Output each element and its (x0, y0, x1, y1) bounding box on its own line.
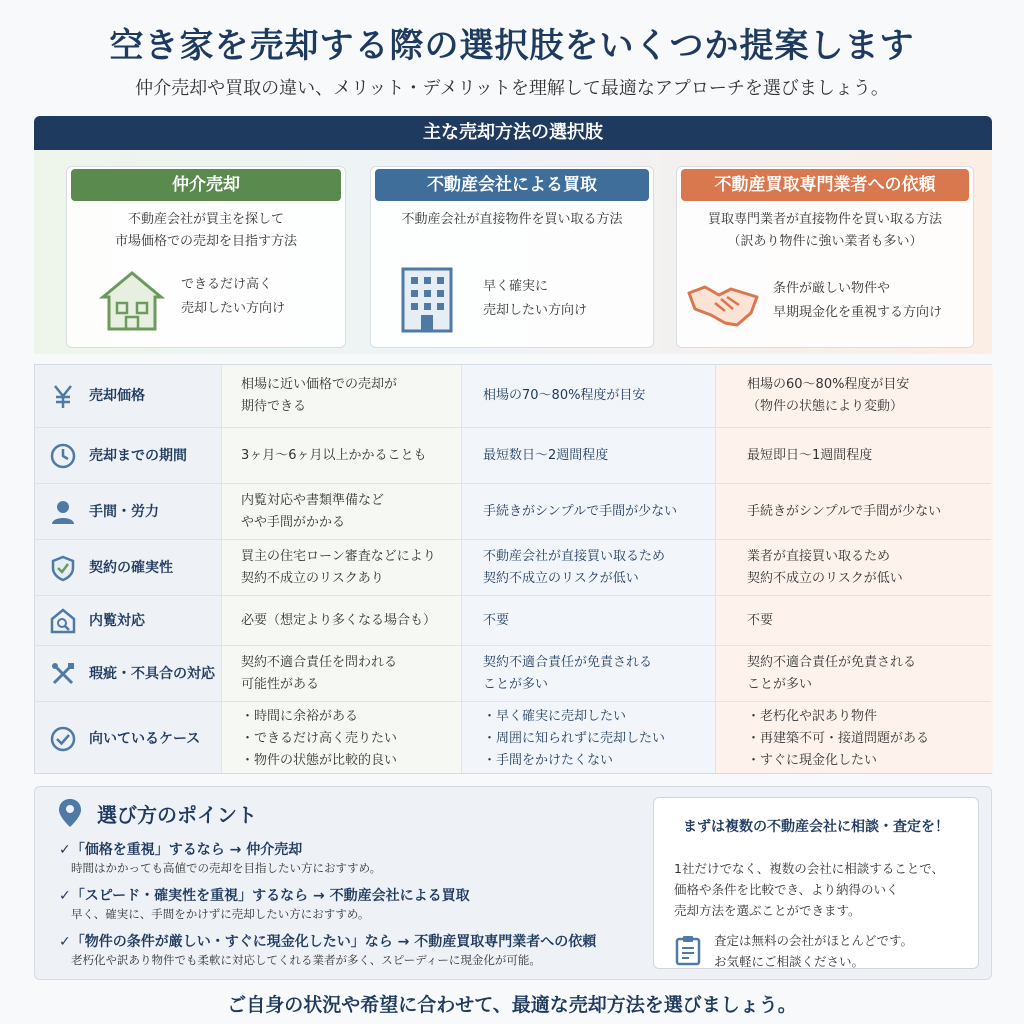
cell-line: やや手間がかかる (241, 514, 346, 530)
company-cell (461, 484, 715, 539)
cell-line: 最短即日〜1週間程度 (747, 447, 873, 463)
advice-line: 査定は無料の会社がほとんどです。 (714, 933, 914, 948)
cell-line: ・すぐに現金化したい (747, 752, 878, 768)
brokerage-cell (221, 484, 461, 539)
cell-line: 可能性がある (241, 676, 320, 692)
point-detail: 早く、確実に、手間をかけずに売却したい方におすすめ。 (71, 907, 370, 921)
cell-line: 最短数日〜2週間程度 (483, 447, 609, 463)
row-label: 売却価格 (89, 388, 145, 404)
advice-line: お気軽にご相談ください。 (714, 954, 865, 969)
point-detail: 時間はかかっても高値での売却を目指したい方におすすめ。 (71, 861, 382, 875)
point-heading: ✓「スピード・確実性を重視」するなら → 不動産会社による買取 (59, 888, 470, 904)
advice-line: 価格や条件を比較でき、より納得のいく (674, 882, 899, 897)
company-cell (461, 596, 715, 645)
table-row (35, 427, 991, 483)
cell-line: ことが多い (747, 676, 813, 692)
method-desc-line: 買取専門業者が直接物件を買い取る方法 (707, 212, 942, 227)
table-row (35, 365, 991, 427)
cell-line: 相場の60〜80%程度が目安 (747, 377, 910, 392)
method-label: 不動産買取専門業者への依頼 (681, 169, 969, 201)
method-description (677, 209, 973, 253)
specialist-cell (715, 365, 993, 427)
method-description (371, 209, 653, 231)
cell-line: ・手間をかけたくない (483, 752, 614, 768)
point-detail: 老朽化や訳あり物件でも柔軟に対応してくれる業者が多く、スピーディーに現金化が可能。 (71, 953, 541, 967)
specialist-cell (715, 484, 993, 539)
lightbulb-pin-icon (57, 797, 83, 829)
method-desc-line: 不動産会社が買主を探して (127, 212, 284, 227)
cell-line: ことが多い (483, 676, 549, 692)
specialist-cell (715, 646, 993, 701)
cell-line: 相場に近い価格での売却が (241, 377, 398, 392)
method-desc-line: （訳あり物件に強い業者も多い） (727, 234, 923, 249)
cell-line: 3ヶ月〜6ヶ月以上かかることも (241, 447, 427, 463)
method-desc-line: 不動産会社が直接物件を買い取る方法 (401, 212, 623, 227)
method-note-line: 条件が厳しい物件や (773, 281, 891, 296)
table-row (35, 645, 991, 701)
comparison-table (34, 364, 992, 774)
consultation-advice-box (653, 797, 979, 969)
table-row (35, 595, 991, 645)
table-row (35, 701, 991, 775)
cell-line: 不動産会社が直接買い取るため (483, 548, 666, 564)
cell-line: 期待できる (241, 399, 307, 414)
cell-line: ・できるだけ高く売りたい (241, 730, 398, 746)
cell-line: 契約不成立のリスクが低い (483, 570, 639, 586)
row-label: 瑕疵・不具合の対応 (89, 665, 215, 682)
page-subtitle: 仲介売却や買取の違い、メリット・デメリットを理解して最適なアプローチを選びましょう。 (135, 78, 889, 99)
method-card-specialist-purchase (676, 166, 974, 348)
method-card-brokerage (66, 166, 346, 348)
cell-line: ・物件の状態が比較的良い (241, 752, 398, 768)
company-cell (461, 540, 715, 595)
page-title: 空き家を売却する際の選択肢をいくつか提案します (109, 26, 915, 66)
specialist-cell (715, 540, 993, 595)
house-icon (99, 267, 165, 333)
cell-line: 契約不適合責任が免責される (483, 654, 653, 670)
cell-line: （物件の状態により変動） (747, 399, 904, 414)
table-row (35, 483, 991, 539)
cell-line: ・早く確実に売却したい (483, 708, 627, 724)
specialist-cell (715, 428, 993, 483)
cell-line: 業者が直接買い取るため (747, 548, 891, 564)
cell-line: 手続きがシンプルで手間が少ない (483, 503, 678, 519)
cell-line: 契約不適合責任を問われる (241, 654, 398, 670)
cell-line: 内覧対応や書類準備など (241, 492, 385, 508)
table-row (35, 539, 991, 595)
handshake-icon (685, 275, 761, 331)
method-note-line: 売却したい方向け (181, 301, 286, 316)
cell-line: 契約不成立のリスクが低い (747, 570, 903, 586)
cell-line: 契約不適合責任が免責される (747, 654, 917, 670)
advice-line: 売却方法を選ぶことができます。 (674, 903, 861, 918)
advice-body (674, 858, 944, 921)
row-label: 向いているケース (89, 730, 201, 747)
method-note-line: できるだけ高く (181, 277, 273, 292)
row-label: 契約の確実性 (89, 559, 173, 576)
selection-points-panel (34, 786, 992, 980)
cell-line: 必要（想定より多くなる場合も） (241, 612, 437, 628)
company-cell (461, 702, 715, 775)
company-cell (461, 365, 715, 427)
company-cell (461, 428, 715, 483)
cell-line: 相場の70〜80%程度が目安 (483, 388, 646, 403)
advice-line: 1社だけでなく、複数の会社に相談することで、 (674, 861, 944, 876)
cell-line: ・老朽化や訳あり物件 (747, 708, 878, 724)
cell-line: 契約不成立のリスクあり (241, 570, 384, 586)
point-heading: ✓「物件の条件が厳しい・すぐに現金化したい」なら → 不動産買取専門業者への依頼 (59, 934, 597, 950)
method-label: 不動産会社による買取 (375, 169, 649, 201)
company-cell (461, 646, 715, 701)
method-note-line: 早期現金化を重視する方向け (773, 305, 943, 320)
cell-line: ・時間に余裕がある (241, 708, 359, 724)
points-title: 選び方のポイント (97, 803, 257, 827)
brokerage-cell (221, 596, 461, 645)
method-label: 仲介売却 (71, 169, 341, 201)
method-description (67, 209, 345, 253)
building-icon (397, 265, 457, 333)
method-desc-line: 市場価格での売却を目指す方法 (114, 234, 297, 249)
point-heading: ✓「価格を重視」するなら → 仲介売却 (59, 842, 303, 858)
cell-line: ・再建築不可・接道問題がある (747, 730, 930, 746)
cell-line: 不要 (483, 612, 510, 628)
cell-line: 手続きがシンプルで手間が少ない (747, 503, 942, 519)
brokerage-cell (221, 428, 461, 483)
cell-line: ・周囲に知られずに売却したい (483, 730, 666, 746)
advice-note (714, 930, 913, 972)
brokerage-cell (221, 540, 461, 595)
clipboard-icon (674, 934, 704, 966)
method-note (483, 275, 587, 323)
advice-title: まずは複数の不動産会社に相談・査定を！ (683, 819, 949, 835)
method-note (773, 277, 942, 325)
brokerage-cell (221, 365, 461, 427)
brokerage-cell (221, 646, 461, 701)
method-card-company-purchase (370, 166, 654, 348)
brokerage-cell (221, 702, 461, 775)
footer-message: ご自身の状況や希望に合わせて、最適な売却方法を選びましょう。 (227, 994, 797, 1016)
row-label: 内覧対応 (89, 612, 145, 629)
row-label: 売却までの期間 (89, 447, 187, 464)
cell-line: 買主の住宅ローン審査などにより (241, 548, 436, 564)
section-title: 主な売却方法の選択肢 (34, 116, 992, 150)
specialist-cell (715, 596, 993, 645)
method-note-line: 売却したい方向け (483, 303, 588, 318)
cell-line: 不要 (747, 612, 774, 628)
method-note (181, 273, 285, 321)
row-label: 手間・労力 (89, 503, 159, 520)
specialist-cell (715, 702, 993, 775)
method-note-line: 早く確実に (483, 279, 549, 294)
